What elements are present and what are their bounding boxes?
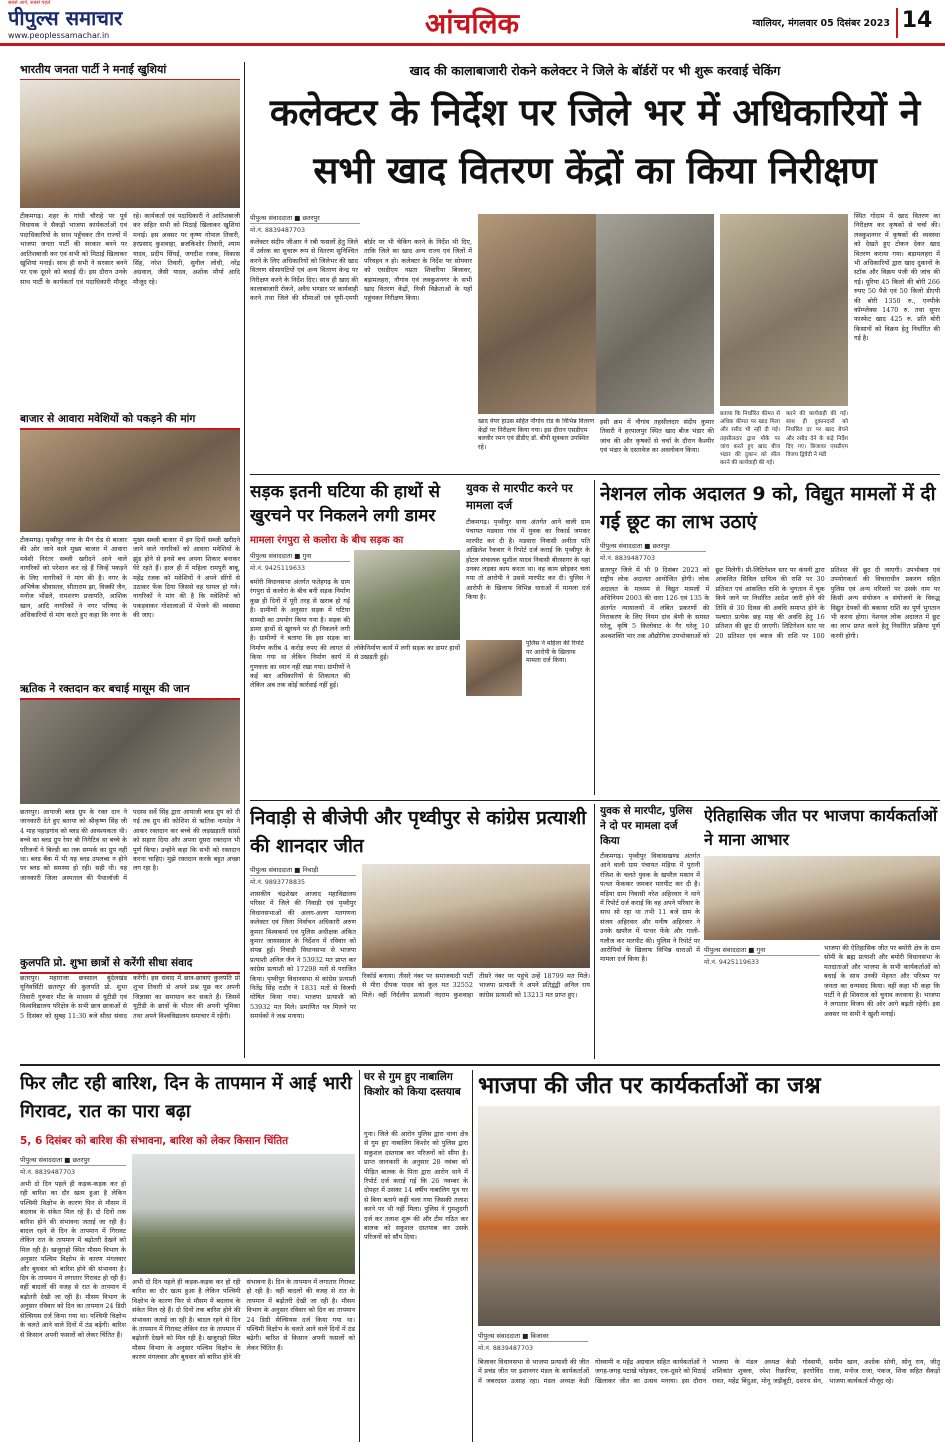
story-headline: भारतीय जनता पार्टी ने मनाई खुशियां [20, 62, 240, 81]
brand-tagline: सबसे आगे, सबसे पहले [8, 0, 51, 6]
story-mobile: मो.नं. 8839487703 [600, 555, 655, 562]
story-text-cont: रिकॉर्ड बनाया। तीसरे नंबर पर समाजवादी पार्टी से मीरा दीपक यादव को कुल मत 32552 मिले। वहीं निर्दलीय प्रत्याशी नंदराम कुशवाहा तीसरे नंबर पर पहुंचे उन्हें 18799 मत मिले। भाजपा प्रत्याशी ने अपने प्रतिद्वंद्वी अनिल राय कांग्रेस प्रत्याशी को 13213 मत प्राप्त हुए। [362, 972, 590, 999]
story-headline: भाजपा की जीत पर कार्यकर्ताओं का जश्न [478, 1073, 821, 1099]
section-rule [250, 800, 940, 801]
section-rule [20, 1064, 940, 1066]
story-headline: घर से गुम हुए नाबालिग किशोर को किया दस्तयाब [364, 1071, 461, 1098]
story-text: छतरपुर। महाराजा छत्रसाल बुंदेलखंड यूनिवर्सिटी छतरपुर की कुलपति प्रो. शुभा तिवारी गुरुवार मीट के माध्यम से यूटीडी एवं विश्वविद्यालय परिक्षेत्र के सभी छात्र छात्राओं से 5 दिसंबर को सुबह 11:30 बजे सीधा संवाद करेंगी। इस संवाद में छात्र-छात्राएं कुलपति प्रो शुभा तिवारी से अपने प्रश्न पूछ कर अपनी जिज्ञासा का समाधान कर सकते हैं। जिसमें यूटीडी के छात्रों के भीतर की अपनी भूमिका तथा अपने विश्वविद्यालय समाचार में रहेंगी। [20, 974, 240, 1020]
story-text: छतरपुर। आपाजी ब्लड ग्रुप के रक्त दान ने जानकारी देते हुए बताया को श्रीकृष्ण सिंह जी 4 माह पहाड़गांव को ब्लड की आवश्यकता थी। बच्चे का ब्लड ग्रुप रेयर बी निगेटिव था बच्चे के परिजनों ने बिल्डी का तक सम्पर्क का ग्रुप नहीं था। ब्लड बैंक में भी यह ब्लड उपलब्ध न होने पर ब्लड को समस्या हो रही। सही थी। यह जानकारी जिला अस्पताल की पैथालॉजी में पदस्थ सर्वे सिंह द्वारा आपाजी ब्लड ग्रुप को दी गई तब ग्रुप की कोशिश से ऋतिक नामदेव ने आकर रक्तदान कर बच्चे की लड़खड़ाती सांसों को सहारा दिया और अपना दूसरा रक्तदान भी पूर्ण किया। उन्होंने कहा कि सभी को रक्तदान करना चाहिए। मुझे रक्तदान करके बहुत अच्छा लग रहा है। [20, 808, 240, 882]
lead-text-col2: इसी क्रम में नौगांव तहसीलदार संदीप कुमार तिवारी ने हरपालपुर स्थित खाद बीज भंडार की जांच की और कृषकों से चर्चा के दौरान कैश्मीर एवं भंडार के दस्तावेज का अवलोकन किया। [600, 418, 714, 455]
column-rule [594, 804, 595, 1059]
story-headline: युवक से मारपीट, पुलिस ने दो पर मामला दर्ज किया [600, 805, 693, 847]
story-text: शासकीय चंद्रशेखर आजाद महाविद्यालय परिसर में जिले की निवाड़ी एवं पृथ्वीपुर विधानसभाओं की अलग-अलग मतगणना कलेक्टर एवं जिला निर्वाचन अधिकारी अरुण कुमार विश्वकर्मा एवं पुलिस अधीक्षक अंकित कुमार जायसवाल के निर्देशन में रविवार को संपन्न हुई। निवाड़ी विधानसभा से भाजपा प्रत्याशी अनिल जैन ने 53932 मत प्राप्त कर कांग्रेस प्रत्याशी को 17298 मतों से पराजित किया। पृथ्वीपुर विधानसभा से कांग्रेस प्रत्याशी नितेंद्र सिंह राठौर ने 1831 मतों से विजयी घोषित किया गया। भाजपा प्रत्याशी को 53932 मत मिले। प्रमाणित पत्र मिलने पर समर्थकों ने जश्न मनाया। [250, 890, 356, 1021]
lead-text-col4: करने की कार्यवाही की गई। साथ ही दुकानदारों को निर्धारित दर पर खाद बेचने और रसीद देने के कड़े निर्देश दिए गए। बिजावर एसडीएम विजय द्विवेदी ने मंडी [786, 411, 848, 459]
story-mobile: मो.नं. 8839487703 [20, 1169, 75, 1176]
photo-caption: पुलिस ने महिला की रिपोर्ट पर आरोपी के खिलाफ मामला दर्ज किया। [526, 640, 584, 664]
column-rule [594, 480, 595, 795]
issue-date: ग्वालियर, मंगलवार 05 दिसंबर 2023 [752, 18, 890, 29]
photo-damaged-road [354, 550, 460, 640]
story-headline: निवाड़ी से बीजेपी और पृथ्वीपुर से कांग्रेस प्रत्याशी की शानदार जीत [250, 807, 587, 857]
lead-text-col5: स्थित गोदाम में खाद वितरण का निरीक्षण कर कृषकों से चर्चा की। लवकुशनगर में कृषकों की व्यवस्था को देखते हुए टोकन देकर खाद वितरण कराया गया। बड़ामलहरा में भी अधिकारियों द्वारा खाद दुकानों के स्टॉक और विक्रय पंजी की जांच की गई। यूरिया 45 किलो की बोरी 266 रुपए 50 पैसे एवं 50 किलो डीएपी की बोरी 1350 रु., एनपीके कॉम्प्लेक्स 1470 रु. तथा सुपर फास्फेट खाद 425 रु. प्रति बोरी किसानों को विक्रय हेतु निर्धारित की गई है। [854, 212, 940, 343]
photo-celebration-rally [478, 1106, 940, 1326]
photo-cattle [20, 430, 240, 532]
lead-kicker: खाद की कालाबाजारी रोकने कलेक्टर ने जिले के बॉर्डरों पर भी शुरू करवाई चेकिंग [409, 63, 781, 78]
story-byline: पीपुल्स संवाददाता ■ छतरपुर [20, 1154, 126, 1166]
story-text: अभी दो दिन पहले ही कड़क-कड़क कर हो रही बारिश का दौर खत्म हुआ है लेकिन पश्चिमी विक्षोभ के कारण फिर से मौसम में बदलाव के संकेत मिल रहे हैं। दो दिनों तक बारिश होने की संभावना जताई जा रही है। बादल रहने से दिन के तापमान में गिरावट लेकिन रात के तापमान में बढ़ोतरी देखने को मिल रही है। खजुराहो स्थित मौसम विभाग के अनुसार पश्चिम विक्षोभ के कारण मंगलवार और बुधवार को बारिश होने की संभावना है। दिन के तापमान में लगातार गिरावट हो रही है। वहीं बादलों की वजह से रात के तापमान में बढ़ोतरी देखी जा रही है। मौसम विभाग के अनुसार रविवार को दिन का तापमान 24 डिग्री सेल्सियस दर्ज किया गया था। पश्चिमी विक्षोभ के चलते आने वाले दिनों में ठंड बढ़ेगी। बारिश से किसान अपनी फसलों को लेकर चिंतित हैं। [20, 1180, 126, 1339]
story-missing-child [364, 1070, 468, 1442]
story-text: छतरपुर जिले में भी 9 दिसंबर 2023 को राष्ट्रीय लोक अदालत आयोजित होगी। लोक अदालत के माध्यम से विद्युत मामलों में अधिनियम 2003 की धारा 126 एवं 135 के अंतर्गत न्यायालयों में लंबित प्रकरणों की निराकरण के लिए नियम दांव श्रेणी के समस्त घरेलू, कृषि 5 किलोवाट के गैर घरेलू 10 अश्वशक्ति भार तक औद्योगिक उपभोक्ताओं को छूट मिलेगी। प्री-लिटिगेशन स्तर पर कंपनी द्वारा आंकलित सिविल दायित्व की राशि पर 30 प्रतिशत एवं आंकलित राशि के भुगतान में चूक किये जाने पर निर्धारित आदेश जारी होने की तिथि से 30 दिवस की अवधि समाप्त होने के पश्चात प्रत्येक छह माह की अवधि हेतु 16 प्रतिशत की छूट दी जाएगी। लिटिगेशन स्तर पर 20 प्रतिशत एवं ब्याज की राशि पर 100 प्रतिशत की छूट दी जाएगी। उपभोक्ता एवं उपयोगकर्ता की विचाराधीन प्रकरण सहित पुलिस एवं अन्य परिसरों पर उसके नाम पर किसी अन्य संयोजन व संयोजनों के विरुद्ध विद्युत देयकों की बकाया राशि का पूर्ण भुगतान भी करना होगा। नेशनल लोक अदालत में छूट का लाभ प्राप्त करने हेतु निर्धारित प्रक्रिया पूर्ण करनी होगी। [600, 566, 940, 640]
story-headline: सड़क इतनी घटिया की हाथों से खुरचने पर निकलने लगी डामर [250, 482, 441, 526]
photo-blood-donation [20, 700, 240, 804]
byline-block [250, 864, 356, 888]
story-headline: कुलपति प्रो. शुभा छात्रों से करेंगी सीधा संवाद [20, 956, 240, 974]
story-road [250, 480, 460, 795]
page-number: 14 [896, 8, 936, 38]
story-headline: बाजार से आवारा मवेशियों को पकड़ने की मांग [20, 412, 240, 430]
website-link[interactable]: www.peoplessamachar.in [8, 31, 110, 40]
story-headline: ऐतिहासिक जीत पर भाजपा कार्यकर्ताओं ने माना आभार [704, 806, 938, 849]
lead-story [250, 62, 940, 472]
photo-shop-check [720, 214, 848, 406]
column-rule [359, 1070, 360, 1442]
story-assault-2 [600, 804, 700, 1059]
lead-photo-caption: खाद वेयर हाउस सहित नौगांव रोड के विभिन्न वितरण केंद्रों पर निरीक्षण किया गया। इस दौरान एसडीएम बलवीर रमन एवं डीडीए डॉ. बीपी सूत्रकार उपस्थित रहे। [478, 418, 595, 451]
story-text-cont: लोकेनिर्माण कार्य में लगी सड़क का डामर हाथों से उखड़ती हुई। [354, 644, 460, 662]
byline-block [600, 540, 706, 564]
section-rule [250, 474, 940, 475]
byline-block [20, 1154, 126, 1178]
section-title: आंचलिक [424, 7, 520, 40]
lead-text-col3: बताया कि निर्धारित कीमत से अधिक कीमत पर खाद मिला और रसीद भी नहीं दी गई। तहसीलदार द्वारा मौके पर जांच करते हुए खाद बीज भंडार की दुकान को सील करने की कार्यवाही की गई। [720, 411, 780, 467]
story-lok-adalat [600, 480, 940, 795]
story-subhead: 5, 6 दिसंबर को बारिश की संभावना, बारिश को लेकर किसान चिंतित [20, 1135, 289, 1147]
story-mobile: मो.नं. 9893778835 [250, 879, 305, 886]
story-university [20, 956, 240, 1056]
photo-victory-rally [362, 864, 590, 968]
story-assault-1 [466, 480, 590, 795]
story-bjp-thanks [704, 804, 940, 1059]
story-niwari-election [250, 804, 590, 1059]
byline-block [250, 550, 350, 574]
story-mobile: मो.नं. 9425119633 [250, 565, 305, 572]
photo-bjp-workers [704, 856, 940, 940]
photo-fertilizer-warehouse [478, 214, 596, 414]
story-text: बमोरी विधानसभा अंतर्गत फतेहगढ़ के ग्राम रंगपुरा से कलोरा के बीच बनी सड़क निर्माण कुछ ही दिनों में पूरी तरह से खराब हो गई है। ग्रामीणों के अनुसार सड़क में घटिया सामग्री का उपयोग किया गया है। सड़क की डामर हाथों से खुरचने पर ही निकलने लगी है। ग्रामीणों ने बताया कि इस सड़क का निर्माण करीब 4 करोड़ रुपए की लागत से किया गया था लेकिन निर्माण कार्य में गुणवत्ता का ध्यान नहीं रखा गया। ग्रामीणों ने कई बार अधिकारियों से शिकायत की लेकिन अब तक कोई कार्रवाई नहीं हुई। [250, 578, 350, 690]
byline-block [478, 1330, 588, 1354]
story-text: गुना। जिले की आरोन पुलिस द्वारा थाना क्षेत्र से गुम हुए नाबालिग किशोर को पुलिस द्वारा सकुशल दस्तयाब कर परिजनों को सौंपा है। प्राप्त जानकारी के अनुसार 28 नवंबर को पीड़ित बालक के पिता द्वारा आरोन थाने में रिपोर्ट दर्ज कराई गई कि 26 नवम्बर के दोपहर में उसका 14 वर्षीय नाबालिग पुत्र घर से बिना बताये कहीं चला गया जिसकी तलाश करने पर भी नहीं मिला। पुलिस ने गुमशुदगी दर्ज कर तलाश शुरू की और टीम गठित कर बालक को सकुशल दस्तयाब कर उसके परिजनों को सौंप दिया। [364, 1130, 468, 1242]
story-text-cont: अभी दो दिन पहले ही कड़क-कड़क कर हो रही बारिश का दौर खत्म हुआ है लेकिन पश्चिमी विक्षोभ के कारण फिर से मौसम में बदलाव के संकेत मिल रहे हैं। दो दिनों तक बारिश होने की संभावना जताई जा रही है। बादल रहने से दिन के तापमान में गिरावट लेकिन रात के तापमान में बढ़ोतरी देखने को मिल रही है। खजुराहो स्थित मौसम विभाग के अनुसार पश्चिम विक्षोभ के कारण मंगलवार और बुधवार को बारिश होने की संभावना है। दिन के तापमान में लगातार गिरावट हो रही है। वहीं बादलों की वजह से रात के तापमान में बढ़ोतरी देखी जा रही है। मौसम विभाग के अनुसार रविवार को दिन का तापमान 24 डिग्री सेल्सियस दर्ज किया गया था। पश्चिमी विक्षोभ के चलते आने वाले दिनों में ठंड बढ़ेगी। बारिश से किसान अपनी फसलों को लेकर चिंतित हैं। [132, 1278, 355, 1362]
story-text: टीकमगढ़। शहर के गांधी चौराहे पर पूर्व विधायक ने सैकड़ों भाजपा कार्यकर्ताओं एवं पदाधिकारियों के साथ पहुँचकर तीन राज्यों में भाजपा जनता पार्टी की सरकार बनने पर आतिशबाजी कर एवं सभी को मिठाई खिलाकर खुशियां मनाई। साथ ही सभी ने सरकार बनने पर एक दूसरे को बधाई दी। इस दौरान उनके साथ पार्टी के कार्यकर्ता एवं पदाधिकारी मौजूद रहे। कार्यकर्ता एवं पदाधिकारी ने आतिशबाजी कर सहित सभी को मिठाई खिलाकर खुशियां मनाई। इस अवसर पर कृष्ण गोपाल तिवारी, हरप्रसाद कुशवाहा, ब्रजकिशोर तिवारी, श्याम यादव, प्रदीप सिंघई, जगदीश रजक, विकास सिंह, नरेश तिवारी, सुनील लोधी, नरेंद्र अग्रवाल, जैसी यादव, अशोक मौर्या आदि मौजूद रहे। [20, 212, 240, 286]
story-headline: नेशनल लोक अदालत 9 को, विद्युत मामलों में दी गई छूट का लाभ उठाएं [600, 483, 936, 533]
photo-assault [466, 640, 522, 696]
story-blood-donation [20, 682, 240, 952]
lead-byline: पीपुल्स संवाददाता ■ छतरपुर [250, 212, 360, 224]
story-text: टीकमगढ़। पृथ्वीपुर नगर के मैन रोड से बाजार की ओर जाने वाले मुख्य बाजार में आवारा मवेशी निरंतर सब्जी खरीदने आने वाले नागरिकों को परेशान कर रहे हैं जिन्हें पकड़ने के लिए नागरिकों ने मांग की है। नगर के अभिषेक श्रीवास्तव, सीताराम झा, विक्की जैन, मनोज भोंडले, रामशरण प्रजापति, आशिक खान, आदि नागरिकों ने नगर परिषद के अधिकारियों से मांग करते हुए कहा कि नगर के मुख्य सब्जी बाजार में इन दिनों सब्जी खरीदने जाने वाले नागरिकों को आवारा मवेशियों के झुंड होने से इनसे बच अपना शिकार बनाकर घेरे रहते हैं। हाल ही में महिला रामपुरी बाबू, महेंद्र रजक को मवेशियों ने अपने सींगों से उठाकर फेंक दिया जिससे वह घायल हो गये। नागरिकों ने मांग की है कि मवेशियों को पकड़वाकर गोशालाओं में भेजने की व्यवस्था की जाए। [20, 536, 240, 620]
story-headline: फिर लौट रही बारिश, दिन के तापमान में आई भारी गिरावट, रात का पारा बढ़ा [20, 1073, 352, 1122]
lead-text-col1: कलेक्टर संदीप जीआर ने रबी फसलों हेतु जिले में उर्वरक का सुचारू रूप से वितरण सुनिश्चित करने के लिए अधिकारियों को जिलेभर की खाद वितरण सोसायटियों एवं अन्य वितरण केन्द्र पर निरीक्षण करने के निर्देश दिए। साथ ही खाद की कालाबाजारी रोकने, अवैध भण्डार पर कार्यवाही करने तथा जिले की सीमाओं एवं यूपी-एमपी बॉर्डर पर भी चेकिंग करने के निर्देश भी दिए, ताकि जिले का खाद अन्य राज्य एवं जिलों में परिवहन न हो। कलेक्टर के निर्देश पर सोमवार को एसडीएम नम्रता शिवारिया बिजावर, बड़ामलहरा, नौगांव एवं लवकुशनगर के सभी खाद वितरण केंद्रों, निजी विक्रेताओं के यहाँ पहुंचकर निरीक्षण किया। [250, 238, 472, 303]
story-byline: पीपुल्स संवाददाता ■ बिजावर [478, 1330, 588, 1342]
photo-cloudy-field [132, 1154, 355, 1274]
story-text: टीकमगढ़। पृथ्वीपुर थाना अंतर्गत आने वाली ग्राम पंचायत मडवारा गांव में युवक का रिकार्ड जमकर मारपीट कर दी है। मडवारा निवासी अनीता पति अखिलेश रैकवार ने रिपोर्ट दर्ज कराई कि पृथ्वीपुर के होटल संचालक सुशील यादव निवासी बीरसागर के यहां उनका लड़का काम करता था। वह काम छोड़कर चला गया तो आरोपी ने उससे मारपीट कर दी। पुलिस ने आरोपी के खिलाफ विभिन्न धाराओं में मामला दर्ज किया है। [466, 518, 590, 602]
story-cattle [20, 412, 240, 677]
story-text: बिजावर विधानसभा से भाजपा प्रत्याशी की जीत में प्रचंड जीत पर इशानगर मंडल के कार्यकर्ताओं में जबरदस्त उत्साह रहा। मंडल अध्यक्ष केडी गोस्वामी व महेंद्र अग्रवाल सहित कार्यकर्ताओं ने जगह-जगह पटाखे फोड़कर, एक-दूसरे को मिठाई खिलाकर जीत का उत्सव मनाया। इस दौरान भाजपा के मंडल अध्यक्ष केडी गोस्वामी, शशिकांत शुक्ला, रमेश रिछारिया, हरगोविंद रावत, महेंद्र बिंदुआ, मोनू जड़ीबूटी, दशरथ सेन, समीम खान, अशोक सोनी, सोनू राय, जीतू राजा, मनोज राजा, पंकज, शिवा सहित सैकड़ों भाजपा कार्यकर्ता मौजूद रहे। [478, 1358, 940, 1385]
story-byline: पीपुल्स संवाददाता ■ गुना [704, 944, 820, 956]
story-bjp-jashn [478, 1070, 940, 1442]
story-text: टीकमगढ़। पृथ्वीपुर विकासखण्ड अंतर्गत आने वाली ग्राम पंचायत मड़िया में पुरानी रंजिश के चलते युवक के खपरैल मकान में पत्थर फेंककर जमकर मारपीट कर दी है। मड़िया ग्राम निवासी नरेश अहिरवार ने थाने में रिपोर्ट दर्ज कराई कि वह अपने परिवार के साथ सो रहा था तभी 11 बजे ग्राम के संजय अहिरवार और मनीष अहिरवार ने उनके खपरैल में पत्थर फेंके और गाली-गलौज कर मारपीट की। पुलिस ने रिपोर्ट पर आरोपियों के खिलाफ विभिन्न धाराओं में मामला दर्ज किया है। [600, 852, 700, 964]
column-rule [244, 62, 245, 1058]
story-headline: युवक से मारपीट करने पर मामला दर्ज [466, 481, 573, 512]
story-headline: ऋतिक ने रक्तदान कर बचाई मासूम की जान [20, 682, 240, 700]
lead-mobile: मो.नं. 8839487703 [250, 227, 305, 234]
story-byline: पीपुल्स संवाददाता ■ छतरपुर [600, 540, 706, 552]
brand-logo: पीपुल्स समाचार [8, 6, 123, 30]
photo-inspection [596, 214, 714, 414]
story-byline: पीपुल्स संवाददाता ■ गुना [250, 550, 350, 562]
story-rain [20, 1070, 355, 1442]
masthead [0, 0, 945, 46]
story-mobile: मो.नं. 8839487703 [478, 1345, 533, 1352]
story-subhead: मामला रंगपुरा से कलोरा के बीच सड़क का [250, 535, 404, 546]
lead-byline-block [250, 212, 360, 236]
column-rule [472, 1070, 473, 1442]
byline-block [704, 944, 820, 968]
story-mobile: मो.नं. 9425119633 [704, 959, 759, 966]
story-byline: पीपुल्स संवाददाता ■ निवाड़ी [250, 864, 356, 876]
lead-headline: कलेक्टर के निर्देश पर जिले भर में अधिकारियों ने सभी खाद वितरण केंद्रों का किया निरीक्षण [269, 91, 921, 192]
photo-celebration [20, 80, 240, 208]
story-bjp-celebration [20, 62, 240, 407]
story-text: भाजपा की ऐतिहासिक जीत पर बमोरी क्षेत्र के ग्राम सोमी के ब्रह्म प्रत्याशी और बमोरी विधानसभा के मतदाताओं और भाजपा के सभी कार्यकर्ताओं को बधाई के साथ उनकी मेहनत और परिश्रम पर जनता का धन्यवाद किया। वहीं कहा भी कहा कि पार्टी ने ही शिवराज को चुनाव करवाया है। भाजपा ने लगातार विजय की ओर आगे बढ़ती रहेगी। इस अवसर पर सभी ने खुशी मनाई। [824, 944, 940, 1018]
